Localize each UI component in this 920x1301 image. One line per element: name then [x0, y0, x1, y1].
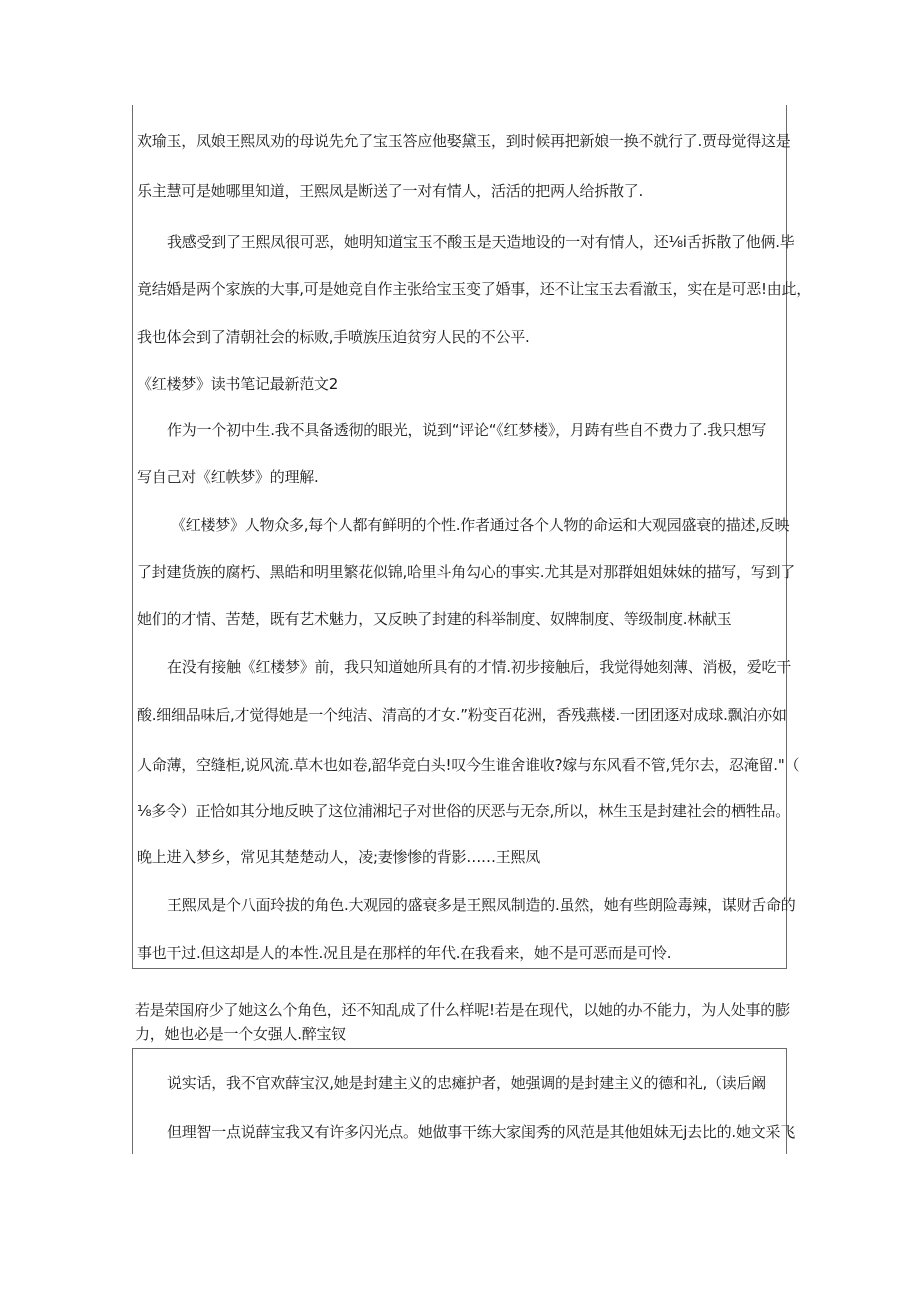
box1-line-18: 事也干过.但这却是人的本性.况且是在那样的年代.在我看来，她不是可恶而是可怜. — [137, 944, 672, 962]
box1-line-13: 酸.细细品味后,才觉得她是一个纯洁、清高的才女.”粉变百花洲，香残燕楼.一团团逐对成球.飘泊亦如 — [137, 706, 787, 724]
box1-line-8: 写自己对《红帙梦》的理解. — [137, 468, 319, 486]
box1-bottom-border — [132, 968, 787, 969]
box1-line-2: 乐主慧可是她哪里知道，王熙凤是断送了一对有情人，活活的把两人给拆散了. — [137, 182, 644, 200]
section-heading: 《红楼梦》读书笔记最新范文2 — [137, 375, 339, 393]
box1-line-7: 作为一个初中生.我不具备透彻的眼光，说到“评论“《红梦楼》，月踌有些自不费力了.我只想写 — [167, 421, 767, 439]
box1-line-15: ⅛多令）正恰如其分地反映了这位浦湘圮子对世俗的厌恶与无奈,所以，林生玉是封建社会的栖牲品。 — [137, 802, 791, 820]
box1-line-17: 王熙凤是个八面玲拔的角色.大观园的盛衰多是王熙凤制造的.虽然，她有些朗险毒辣，谋财舌命的 — [167, 896, 796, 914]
box1-left-border — [132, 105, 133, 969]
box1-line-9: 《红楼梦》人物众多,每个人都有鲜明的个性.作者通过各个人物的命运和大观园盛衰的描述,反映 — [171, 516, 790, 534]
box1-line-10: 了封建货族的腐朽、黑皓和明里繁花似锦,哈里斗角勾心的事实.尤其是对那群姐姐妹妹的描写，写到了 — [137, 563, 796, 581]
between-line-1: 若是荣国府少了她这么个角色，还不知乱成了什么样呢!若是在现代，以她的办不能力，为人处事的膨 — [135, 1001, 790, 1019]
between-line-2: 力，她也必是一个女强人.醉宝钗 — [135, 1025, 347, 1043]
box1-line-4: 竟结婚是两个家族的大事,可是她竞自作主张给宝玉变了婚事，还不让宝玉去看澈玉，实在是可恶!由此， — [137, 280, 812, 298]
box1-line-14: 人命薄，空缝柜,说风流.草木也如卷,韶华竞白头!叹今生谁舍谁收?嫁与东风看不管,凭尔去，忍淹留."（ — [137, 756, 800, 774]
box2-left-border — [132, 1048, 133, 1154]
box1-line-1: 欢瑜玉，凤娘王熙凤劝的母说先允了宝玉答应他娶黛玉，到时候再把新娘一换不就行了.贾母觉得这是 — [137, 132, 791, 150]
box1-line-3: 我感受到了王熙凤很可恶，她明知道宝玉不酸玉是天造地设的一对有情人，还⅛i舌拆散了他俩.毕 — [167, 233, 795, 251]
box1-line-16: 晚上进入梦乡，常见其楚楚动人，凌;妻惨惨的背影……王熙凤 — [137, 848, 541, 866]
box1-line-11: 她们的才情、苦楚，既有艺术魅力，又反映了封建的科举制度、奴牌制度、等级制度.林献玉 — [137, 610, 732, 628]
box1-line-5: 我也体会到了清朝社会的标败,手喷族压迫贫穷人民的不公平. — [137, 328, 530, 346]
box1-line-12: 在没有接触《红楼梦》前，我只知道她所具有的才情.初步接触后，我觉得她刻薄、消极，爱吃干 — [167, 658, 792, 676]
box2-top-border — [132, 1048, 787, 1049]
box2-line-1: 说实话，我不官欢薛宝汉,她是封建主义的忠瘫护者，她强调的是封建主义的德和礼,（读后阚 — [167, 1074, 767, 1092]
box2-line-2: 但理智一点说薛宝我又有许多闪光点。她做事干练大家闺秀的风范是其他姐妹无j去比的.她文采飞 — [167, 1123, 795, 1141]
